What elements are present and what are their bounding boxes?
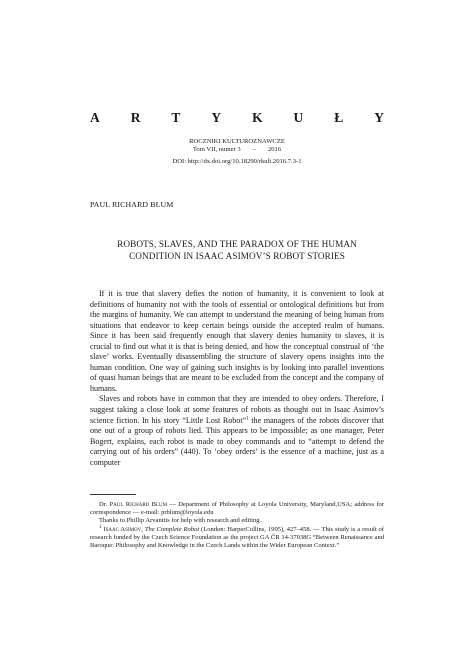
section-letter: R	[130, 110, 141, 125]
section-letter: T	[171, 110, 181, 125]
footnote-author	[90, 501, 384, 517]
footnote-1	[90, 526, 384, 551]
author-name: PAUL RICHARD BLUM	[90, 200, 174, 209]
section-heading-artykuly	[90, 110, 384, 126]
author-name-smallcaps: Paul Richard Blum	[109, 501, 168, 508]
section-letter: K	[252, 110, 263, 125]
journal-dash: –	[252, 146, 256, 153]
journal-volume: Tom VII,	[192, 146, 218, 153]
section-letter: Y	[211, 110, 222, 125]
section-letter: Y	[374, 110, 384, 125]
footnote-text: — Department of Philosophy at Loyola University, Maryland,USA; address for correspondence — e-mail: prblum@loyola.edu	[90, 501, 384, 517]
footnotes	[90, 501, 384, 550]
article-title	[80, 238, 394, 262]
section-letter: Ł	[334, 110, 344, 125]
section-letter: U	[293, 110, 304, 125]
title-line: ROBOTS, SLAVES, AND THE PARADOX OF THE HUMAN	[117, 239, 357, 249]
footnote-marker[interactable]: 1	[246, 415, 249, 421]
title-line: CONDITION IN ISAAC ASIMOV’S ROBOT STORIES	[129, 251, 345, 261]
footnote-text: ,	[141, 525, 145, 533]
footnote-number: 1	[99, 524, 102, 530]
paragraph-text: Slaves and robots have in common that they are intended to obey orders. Therefore, I suggest taking a close look at some features of robots as thought out in Isaac Asimov’s science fiction. In his story “Little Lost Robot”	[90, 394, 384, 425]
journal-issue	[0, 146, 474, 154]
section-letter: A	[90, 110, 100, 125]
book-title: The Complete Robot	[144, 525, 200, 533]
footnote-thanks: Thanks to Phillip Arvanitis for help with research and editing.	[99, 517, 262, 525]
journal-number: numer 3	[218, 146, 241, 153]
body-paragraph: If it is true that slavery defies the notion of humanity, it is convenient to look at definitions of humanity not with the tools of essential or ontological definitions but from the margins of humanity. We can attempt to understand the meaning of being human from situations that endeavor to keep certain beings outside the accepted realm of humans. Since it has been said frequently enough that slavery denies humanity to slaves, it is crucial to find out what it is that is being denied, and how the conceptual construal of ‘the slave’ works. Eventually disassembling the structure of slavery opens insights into the human condition. One way of gaining such insights is by looking into parallel inventions of quasi human beings that are meant to be excluded from the concept and the company of humans.	[90, 289, 384, 393]
footnote-text: Dr.	[99, 501, 110, 508]
footnote-author-smallcaps: Isaac Asimov	[101, 525, 142, 533]
paragraph-text: the managers of the robots discover that one out of a group of robots lied. This appears to be impossible; as one manager, Peter Bogert, explains, each robot is made to obey commands and to “attempt to defend the carrying out of his orders” (440). To ‘obey orders’ is the essence of a machine, just as a computer	[90, 415, 384, 467]
footnote-separator	[90, 494, 136, 495]
article-body	[90, 289, 384, 468]
journal-name: ROCZNIKI KULTUROZNAWCZE	[189, 138, 285, 145]
footnote-text: (London: HarperCollins, 1995), 427–458. — This study is a result of research funded by the Czech Science Foundation as the project GA ČR 14-37038G “Between Renaissance and Baroque: Philosophy and Knowledge in the Czech Lands within the Wider European Context.”	[90, 525, 384, 550]
journal-year: 2016	[267, 146, 282, 153]
body-paragraph	[90, 394, 384, 468]
doi-line: DOI: http://dx.doi.org/10.18290/rkult.2016.7.3-1	[172, 158, 302, 165]
